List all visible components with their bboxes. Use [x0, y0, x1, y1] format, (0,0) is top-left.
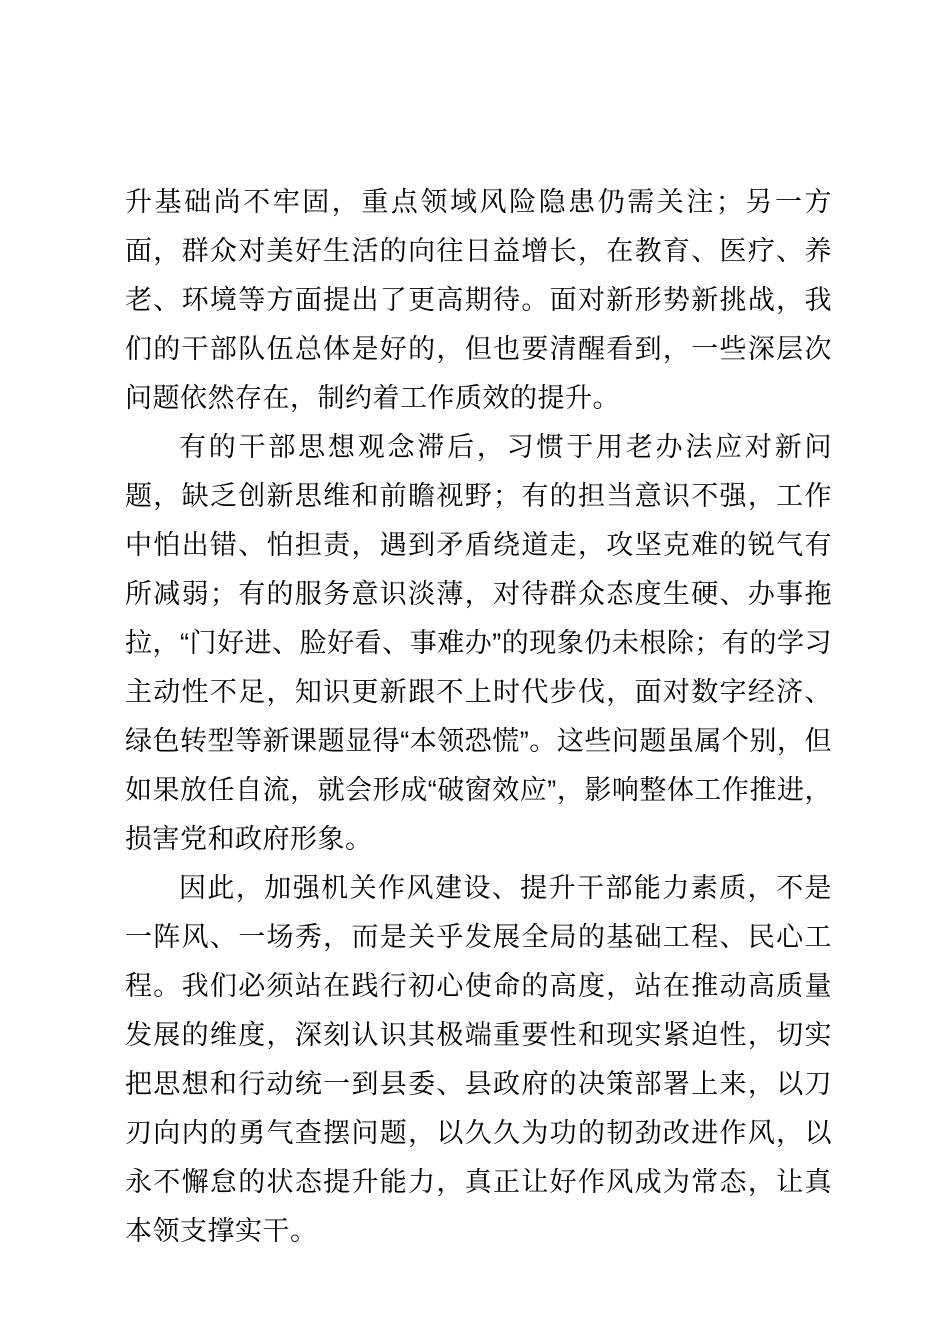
paragraph-1: 升基础尚不牢固，重点领域风险隐患仍需关注；另一方面，群众对美好生活的向往日益增长，在教育、医疗、养老、环境等方面提出了更高期待。面对新形势新挑战，我们的干部队伍总体是好的，但也要清醒看到，一些深层次问题依然存在，制约着工作质效的提升。 [125, 187, 832, 413]
paragraph-3: 因此，加强机关作风建设、提升干部能力素质，不是一阵风、一场秀，而是关乎发展全局的基础工程、民心工程。我们必须站在践行初心使命的高度，站在推动高质量发展的维度，深刻认识其极端重要性和现实紧迫性，切实把思想和行动统一到县委、县政府的决策部署上来，以刀刃向内的勇气查摆问题，以久久为功的韧劲改进作风，以永不懈怠的状态提升能力，真正让好作风成为常态，让真本领支撑实干。 [125, 873, 832, 1246]
paragraph-2: 有的干部思想观念滞后，习惯于用老办法应对新问题，缺乏创新思维和前瞻视野；有的担当意识不强，工作中怕出错、怕担责，遇到矛盾绕道走，攻坚克难的锐气有所减弱；有的服务意识淡薄，对待群众态度生硬、办事拖拉，“门好进、脸好看、事难办”的现象仍未根除；有的学习主动性不足，知识更新跟不上时代步伐，面对数字经济、绿色转型等新课题显得“本领恐慌”。这些问题虽属个别，但如果放任自流，就会形成“破窗效应”，影响整体工作推进，损害党和政府形象。 [125, 432, 832, 854]
